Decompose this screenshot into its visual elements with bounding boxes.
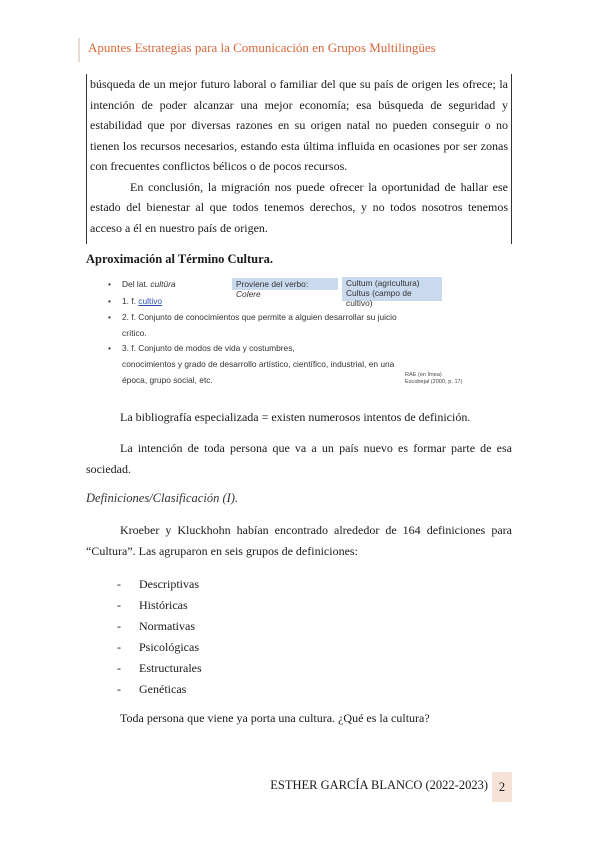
page-number: 2 <box>492 772 512 802</box>
list-item <box>117 616 202 637</box>
bullet: • <box>108 296 111 306</box>
dict-citation <box>405 372 463 385</box>
list-item <box>117 658 202 679</box>
list-item <box>117 637 202 658</box>
section-heading-cultura: Aproximación al Término Cultura. <box>86 252 274 266</box>
dict-cite-line1: RAE (en línea) <box>405 372 442 378</box>
list-item <box>117 679 202 700</box>
list-dash: - <box>117 640 121 654</box>
closing-question: Toda persona que viene ya porta una cultura. ¿Qué es la cultura? <box>120 711 430 725</box>
dict-line-def3 <box>108 343 295 353</box>
dict-line-def1 <box>108 296 162 306</box>
dict-cite-line2: Escobejal (2000, p. 17) <box>405 378 463 385</box>
list-item <box>117 574 202 595</box>
list-item <box>117 595 202 616</box>
bullet: • <box>108 279 111 289</box>
bullet: • <box>108 343 111 353</box>
dict-def2-line1: 2. f. Conjunto de conocimientos que permite a alguien desarrollar su juicio <box>122 312 397 322</box>
list-dash: - <box>117 577 121 591</box>
dict-line-etymology <box>108 279 176 289</box>
dict-highlight-box-verb <box>232 278 338 299</box>
list-item-label: Descriptivas <box>139 577 199 591</box>
list-dash: - <box>117 682 121 696</box>
dict-def2-line2: crítico. <box>122 328 147 338</box>
dictionary-definition-image <box>108 276 508 385</box>
header-accent-bar <box>78 38 80 62</box>
dict-etym-prefix: Del lat. <box>122 279 149 289</box>
dict-box1-word: Colere <box>236 289 261 299</box>
list-item-label: Históricas <box>139 598 188 612</box>
dict-line-def2 <box>108 312 397 322</box>
document-header-title: Apuntes Estrategias para la Comunicación en Grupos Multilingües <box>88 40 436 55</box>
dict-def1-link[interactable]: cultivo <box>138 296 163 306</box>
dict-def3-line3: época, grupo social, etc. <box>122 375 213 385</box>
dict-etym-word: cultūra <box>150 279 176 289</box>
list-item-label: Genéticas <box>139 682 187 696</box>
boxed-text-block <box>86 74 512 244</box>
dict-box1-prefix: Proviene del verbo: <box>236 279 309 289</box>
dict-def3-line2: conocimientos y grado de desarrollo artístico, científico, industrial, en una <box>122 359 395 369</box>
bullet: • <box>108 312 111 322</box>
footer-author: ESTHER GARCÍA BLANCO (2022-2023) <box>270 778 488 792</box>
list-dash: - <box>117 619 121 633</box>
definition-groups-list <box>117 574 202 700</box>
list-dash: - <box>117 598 121 612</box>
dict-highlight-box-roots <box>342 277 442 308</box>
definitions-intro-paragraph: Kroeber y Kluckhohn habían encontrado alrededor de 164 definiciones para “Cultura”. Las agruparon en seis grupos de definiciones: <box>86 523 512 558</box>
section-heading-definiciones: Definiciones/Clasificación (I). <box>86 491 239 505</box>
biblio-sentence: La bibliografía especializada = existen numerosos intentos de definición. <box>120 410 471 424</box>
dict-def3-line1: 3. f. Conjunto de modos de vida y costumbres, <box>122 343 295 353</box>
intention-paragraph: La intención de toda persona que va a un país nuevo es formar parte de esa sociedad. <box>86 441 512 476</box>
dict-def1-num: 1. f. <box>122 296 136 306</box>
list-item-label: Psicológicas <box>139 640 199 654</box>
list-item-label: Normativas <box>139 619 195 633</box>
list-item-label: Estructurales <box>139 661 202 675</box>
dict-box2-line2: Cultus (campo de cultivo) <box>346 288 412 308</box>
dict-box2-line1: Cultum (agricultura) <box>346 278 420 288</box>
boxed-paragraph-1: búsqueda de un mejor futuro laboral o familiar del que su país de origen les ofrece; la intención de poder alcanzar una mejor economía; esa búsqueda de seguridad y estabilidad que por diversas razones en su origen natal no pueden conseguir o no tienen los recursos necesarios, estando esta última influida en ocasiones por ser zonas con frecuentes conflictos bélicos o de pocos recursos. <box>90 77 508 173</box>
list-dash: - <box>117 661 121 675</box>
boxed-paragraph-2: En conclusión, la migración nos puede ofrecer la oportunidad de hallar ese estado del bienestar al que todos tenemos derechos, y no todos nosotros tenemos acceso a él en nuestro país de origen. <box>90 179 508 235</box>
